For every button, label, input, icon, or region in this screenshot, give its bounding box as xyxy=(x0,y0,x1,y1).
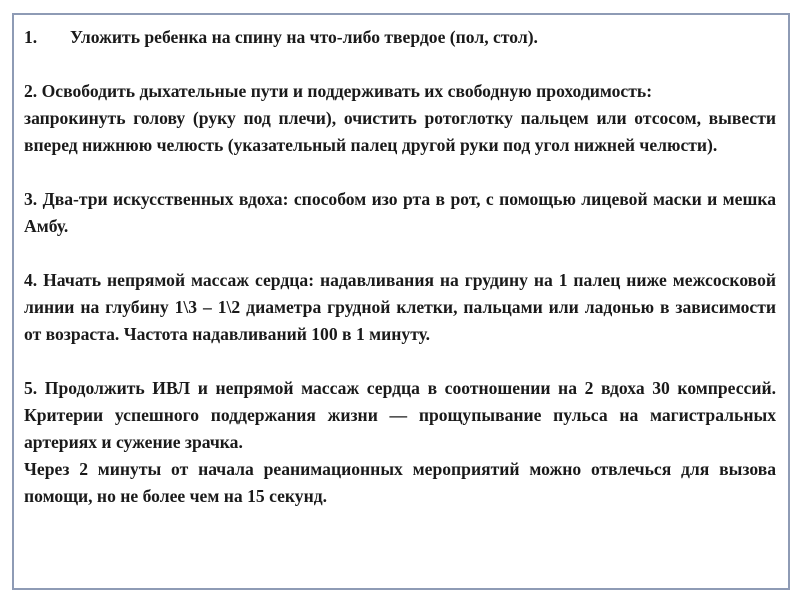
step-1-text: Уложить ребенка на спину на что-либо твердое (пол, стол). xyxy=(70,27,538,47)
spacer xyxy=(24,51,776,78)
text-frame xyxy=(12,13,790,590)
step-1-number: 1. xyxy=(24,27,38,47)
step-4-text: 4. Начать непрямой массаж сердца: надавливания на грудину на 1 палец ниже межсосковой линии на глубину 1\3 – 1\2 диаметра грудной клетки, пальцами или ладонью в зависимости от возраста. Частота надавливаний 100 в 1 минуту. xyxy=(24,270,776,344)
step-2-heading: 2. Освободить дыхательные пути и поддерживать их свободную проходимость: xyxy=(24,81,653,101)
step-5-text: 5. Продолжить ИВЛ и непрямой массаж сердца в соотношении на 2 вдоха 30 компрессий. Критерии успешного поддержания жизни — прощупывание пульса на магистральных артериях и сужение зрачка. xyxy=(24,378,776,452)
spacer xyxy=(24,240,776,267)
step-2-text: запрокинуть голову (руку под плечи), очистить ротоглотку пальцем или отсосом, вывести вперед нижнюю челюсть (указательный палец другой руки под угол нижней челюсти). xyxy=(24,108,776,155)
spacer xyxy=(24,348,776,375)
step-3-text: 3. Два-три искусственных вдоха: способом изо рта в рот, с помощью лицевой маски и мешка Амбу. xyxy=(24,189,776,236)
step-5-note: Через 2 минуты от начала реанимационных мероприятий можно отвлечься для вызова помощи, но не более чем на 15 секунд. xyxy=(24,459,776,506)
spacer xyxy=(24,159,776,186)
step-1 xyxy=(24,24,776,51)
